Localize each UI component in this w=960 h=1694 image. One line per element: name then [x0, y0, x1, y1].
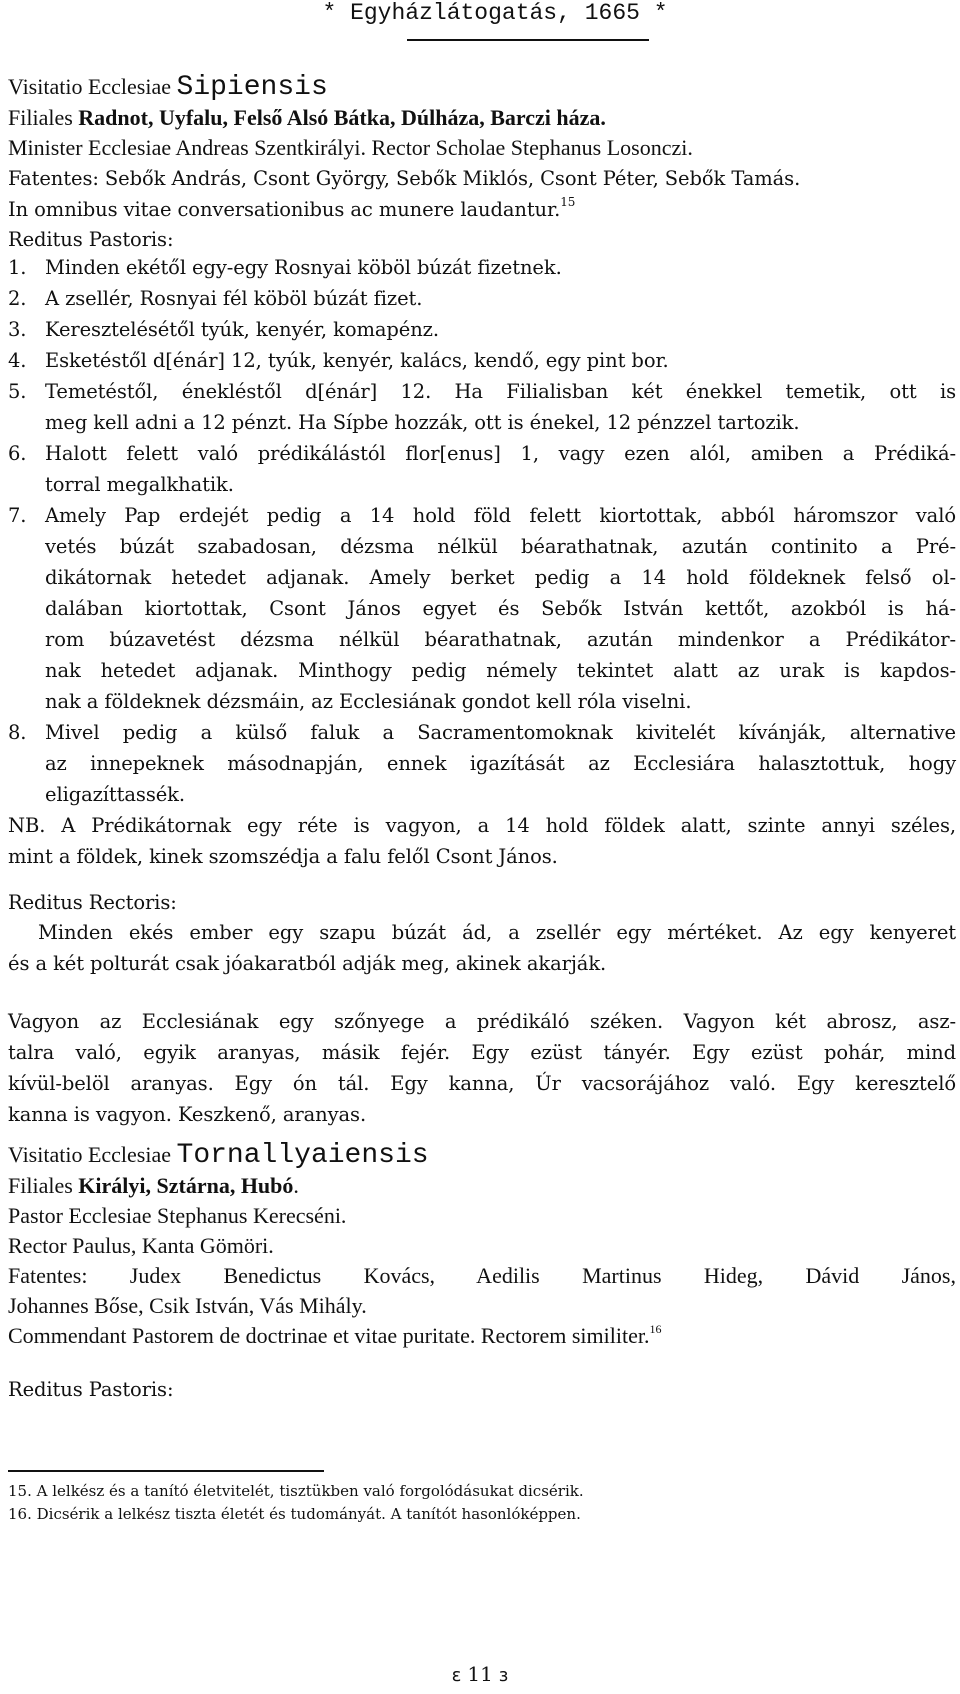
text-line: NB. A Prédikátornak egy réte is vagyon, a 14 hold földek alatt, szinte annyi széles,: [8, 814, 956, 837]
text-line: rom búzavetést dézsma nélkül béarathatnak, azután mindenkor a Prédikátor-: [45, 628, 956, 651]
text-line: dalában kiortottak, Csont János egyet és Sebők István kettőt, azokból is há-: [45, 597, 956, 620]
header-rule: [407, 39, 649, 41]
ornament-right-icon: ɜ: [498, 1665, 509, 1686]
footnote-ref-16[interactable]: 16: [649, 1322, 662, 1336]
text-line: Fatentes: Judex Benedictus Kovács, Aedilis Martinus Hideg, Dávid János,: [8, 1263, 956, 1288]
footnote-ref-15[interactable]: 15: [560, 195, 576, 209]
visit2-filiales: Filiales Királyi, Sztárna, Hubó.: [8, 1173, 299, 1198]
text-line: eligazíttassék.: [45, 783, 185, 806]
list-item-number: 8.: [8, 721, 27, 744]
visit1-filiales: Filiales Radnot, Uyfalu, Felső Alsó Bátka, Dúlháza, Barczi háza.: [8, 105, 606, 130]
text-line: Mivel pedig a külső faluk a Sacramentomoknak kivitelét kívánják, alternative: [45, 721, 956, 744]
visit1-filiales-list: Radnot, Uyfalu, Felső Alsó Bátka, Dúlháza, Barczi háza.: [78, 105, 606, 130]
text-line: nak a földeknek dézsmáin, az Ecclesiának gondot kell róla viselni.: [45, 690, 692, 713]
text-line: Minden ekés ember egy szapu búzát ád, a zsellér egy mértéket. Az egy kenyeret: [38, 921, 956, 944]
text-line: Halott felett való prédikálástól flor[enus] 1, vagy ezen alól, amiben a Prédiká-: [45, 442, 956, 465]
list-item: [8, 345, 956, 376]
text-line: torral megalkhatik.: [45, 473, 234, 496]
list-item: [8, 283, 956, 314]
text-line: Esketéstől d[énár] 12, tyúk, kenyér, kalács, kendő, egy pint bor.: [45, 349, 669, 372]
page-number-block: [0, 1662, 960, 1686]
visit2-heading-block: [8, 1140, 956, 1351]
visit2-rector: Rector Paulus, Kanta Gömöri.: [8, 1233, 274, 1258]
text-line: talra való, egyik aranyas, másik fejér. Egy ezüst tányér. Egy ezüst pohár, mind: [8, 1041, 956, 1064]
list-item-number: 4.: [8, 349, 27, 372]
text-line: Minden ekétől egy-egy Rosnyai köböl búzát fizetnek.: [45, 256, 562, 279]
list-item-number: 2.: [8, 287, 27, 310]
header-title: * Egyházlátogatás, 1665 *: [322, 0, 668, 26]
ornament-left-icon: ɛ: [451, 1665, 462, 1686]
list-item: [8, 438, 956, 500]
visit1-fatentes: Fatentes: Sebők András, Csont György, Sebők Miklós, Csont Péter, Sebők Tamás.: [8, 167, 801, 190]
visit1-title: Visitatio Ecclesiae Sipiensis: [8, 72, 328, 103]
running-header: [0, 0, 960, 26]
text-line: Amely Pap erdejét pedig a 14 hold föld felett kiortottak, abból háromszor való: [45, 504, 956, 527]
visit2-title: Visitatio Ecclesiae Tornallyaiensis: [8, 1140, 429, 1171]
text-line: az innepeknek másodnapján, ennek igazítását az Ecclesiára halasztottuk, hogy: [45, 752, 956, 775]
visit2-filiales-list: Királyi, Sztárna, Hubó: [78, 1173, 294, 1198]
footnote-16: 16. Dicsérik a lelkész tiszta életét és tudományát. A tanítót hasonlóképpen.: [8, 1505, 581, 1523]
text-line: Temetéstől, énekléstől d[énár] 12. Ha Filialisban két énekkel temetik, ott is: [45, 380, 956, 403]
visit1-items-list: [8, 252, 956, 810]
visit2-pastor: Pastor Ecclesiae Stephanus Kerecséni.: [8, 1203, 347, 1228]
list-item-number: 3.: [8, 318, 27, 341]
text-line: kanna is vagyon. Keszkenő, aranyas.: [8, 1103, 367, 1126]
text-line: Keresztelésétől tyúk, kenyér, komapénz.: [45, 318, 439, 341]
visit1-reditus-rectoris-heading: Reditus Rectoris:: [8, 891, 177, 914]
list-item-number: 1.: [8, 256, 27, 279]
list-item-number: 6.: [8, 442, 27, 465]
text-line: mint a földek, kinek szomszédja a falu felől Csont János.: [8, 845, 558, 868]
visit1-name: Sipiensis: [176, 72, 328, 103]
page-number: 11: [467, 1662, 493, 1686]
list-item-number: 7.: [8, 504, 27, 527]
visit1-reditus-pastoris-heading: Reditus Pastoris:: [8, 228, 174, 251]
footnote-rule: [8, 1470, 324, 1472]
list-item: [8, 717, 956, 810]
visit1-inventory-paragraph: [8, 1006, 956, 1130]
text-line: dikátornak hetedet adjanak. Amely berket pedig a 14 hold földeknek felső ol-: [45, 566, 956, 589]
visit1-minister: Minister Ecclesiae Andreas Szentkirályi. Rector Scholae Stephanus Losonczi.: [8, 135, 693, 160]
text-line: Johannes Bőse, Csik István, Vás Mihály.: [8, 1293, 367, 1318]
text-line: kívül-belöl aranyas. Egy ón tál. Egy kanna, Úr vacsorájához való. Egy keresztelő: [8, 1072, 956, 1095]
list-item-number: 5.: [8, 380, 27, 403]
visit1-heading-block: [8, 72, 956, 225]
text-line: meg kell adni a 12 pénzt. Ha Sípbe hozzák, ott is énekel, 12 pénzzel tartozik.: [45, 411, 800, 434]
list-item: [8, 252, 956, 283]
footnote-15: 15. A lelkész és a tanító életvitelét, tisztükben való forgolódásukat dicsérik.: [8, 1482, 584, 1500]
text-line: és a két polturát csak jóakaratból adják meg, akinek akarják.: [8, 952, 607, 975]
list-item: [8, 500, 956, 717]
visit2-name: Tornallyaiensis: [176, 1140, 429, 1171]
list-item: [8, 314, 956, 345]
text-line: A zsellér, Rosnyai fél köböl búzát fizet.: [45, 287, 423, 310]
visit2-fatentes: [8, 1261, 956, 1321]
visit1-rectoris-paragraph: [8, 917, 956, 979]
visit2-commendant: Commendant Pastorem de doctrinae et vitae puritate. Rectorem similiter.$^{16}$: [8, 1322, 662, 1348]
text-line: nak hetedet adjanak. Minthogy pedig némely tekintet alatt az urak is kapdos-: [45, 659, 956, 682]
visit1-omnibus: In omnibus vitae conversationibus ac munere laudantur.$^{15}$: [8, 195, 576, 221]
visit2-reditus-pastoris-heading: Reditus Pastoris:: [8, 1378, 174, 1401]
text-line: vetés búzát szabadosan, dézsma nélkül béarathatnak, azután continito a Pré-: [45, 535, 956, 558]
list-item: [8, 376, 956, 438]
visit1-nb-paragraph: [8, 810, 956, 872]
text-line: Vagyon az Ecclesiának egy szőnyege a prédikáló széken. Vagyon két abrosz, asz-: [8, 1010, 956, 1033]
